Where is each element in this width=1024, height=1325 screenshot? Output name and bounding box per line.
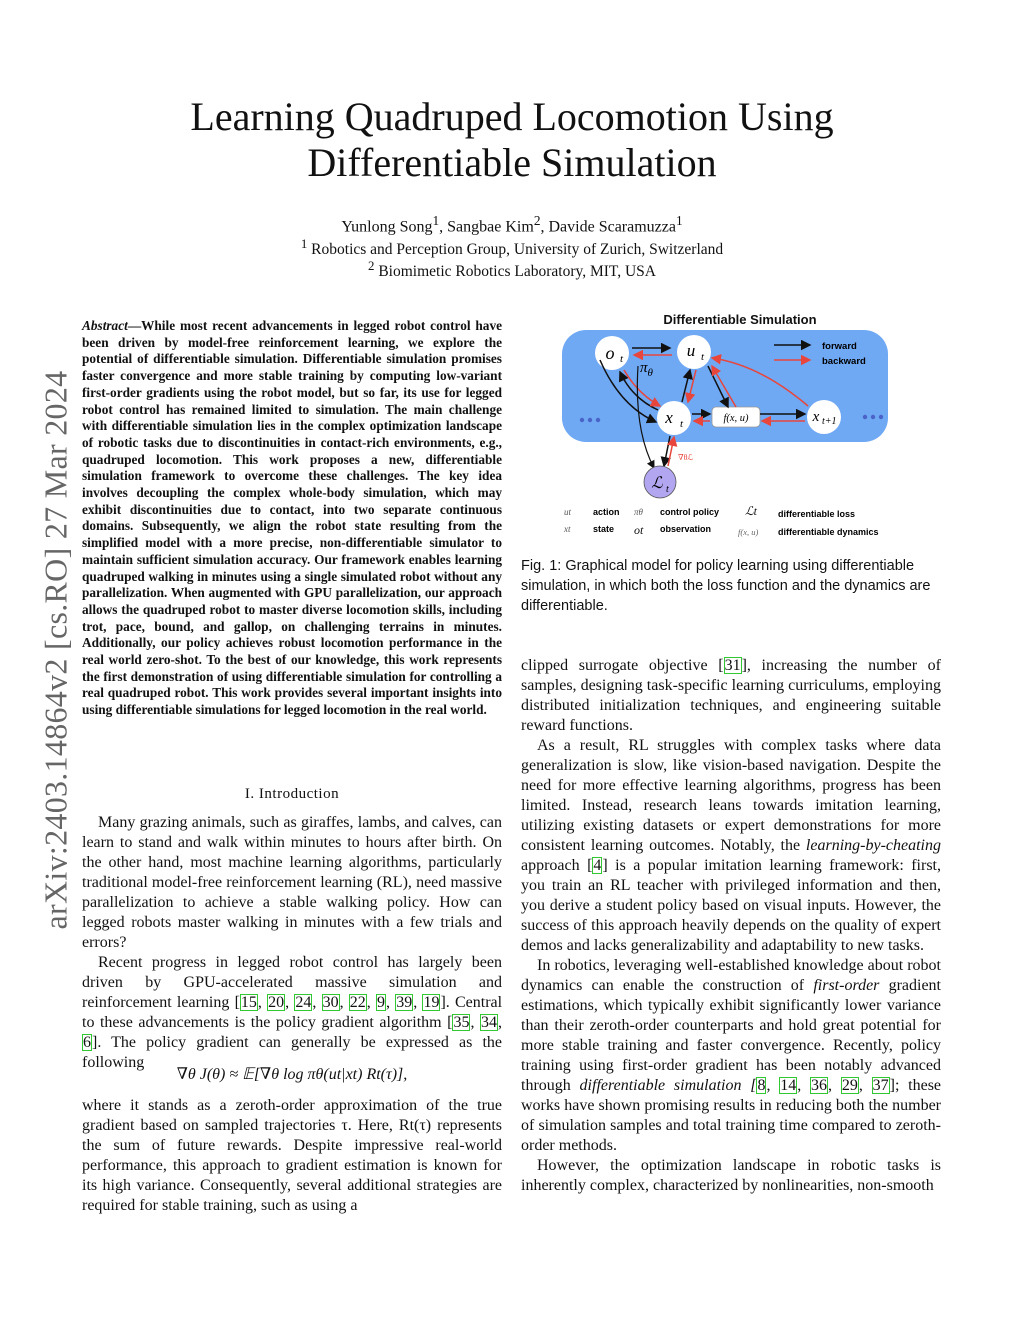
svg-text:t: t bbox=[701, 351, 705, 363]
citation-link[interactable]: 24 bbox=[295, 994, 312, 1011]
intro-left-column-continued bbox=[82, 1096, 502, 1216]
citation-link[interactable]: 19 bbox=[423, 994, 440, 1011]
policy-label: $\pi_\theta$ bbox=[640, 360, 653, 379]
citation-link[interactable]: 4 bbox=[593, 857, 602, 874]
svg-text:u: u bbox=[686, 341, 696, 360]
svg-text:t: t bbox=[620, 353, 624, 365]
paper-title: Learning Quadruped Locomotion Using Differentiable Simulation bbox=[190, 94, 834, 185]
citation-link[interactable]: 36 bbox=[811, 1077, 828, 1094]
figure-1-graphical-model bbox=[560, 310, 900, 545]
svg-text:t: t bbox=[680, 418, 684, 430]
policy-gradient-equation: ∇θ J(θ) ≈ 𝔼[∇θ log πθ(ut|xt) Rt(τ)], bbox=[176, 1066, 408, 1083]
node-observation bbox=[595, 336, 629, 370]
svg-text:ut: ut bbox=[564, 507, 572, 517]
paragraph: clipped surrogate objective [31], increasing the number of samples, designing task-specific learning curriculums, employing distributed initialization techniques, and engineering suitable reward functions. bbox=[521, 657, 942, 734]
citation-link[interactable]: 15 bbox=[240, 994, 257, 1011]
intro-left-column bbox=[82, 813, 502, 1073]
svg-text:o: o bbox=[605, 343, 615, 363]
citation-link[interactable]: 14 bbox=[780, 1077, 797, 1094]
legend-backward: backward bbox=[822, 356, 866, 367]
node-loss bbox=[644, 466, 676, 498]
paragraph: In robotics, leveraging well-established knowledge about robot dynamics can enable the construction of first-order gradient estimations, which typically exhibit significantly lower variance than their zeroth-order counterparts and hold great potential for more stable training and faster convergence. Recently, policy training using first-order gradient has been notably advanced through differentiable simulation [8, 14, 36, 29, 37]; these works have shown promising results in reducing both the number of simulation samples and total training time compared to zeroth-order methods. bbox=[521, 957, 942, 1154]
arxiv-identifier: arXiv:2403.14864v2 [cs.RO] 27 Mar 2024 bbox=[37, 370, 74, 930]
svg-text:state: state bbox=[593, 524, 615, 534]
svg-text:differentiable loss: differentiable loss bbox=[778, 509, 856, 519]
svg-text:ℒt: ℒt bbox=[745, 504, 757, 518]
citation-link[interactable]: 20 bbox=[268, 994, 285, 1011]
paragraph: However, the optimization landscape in robotic tasks is inherently complex, characterized by nonlinearities, non-smooth bbox=[521, 1157, 941, 1194]
svg-text:f(x, u): f(x, u) bbox=[738, 527, 759, 537]
author-list: Yunlong Song$^1$, Sangbae Kim$^2$, Davide Scaramuzza$^1$ bbox=[341, 213, 683, 236]
svg-text:differentiable dynamics: differentiable dynamics bbox=[778, 527, 879, 537]
svg-text:f(x, u): f(x, u) bbox=[723, 413, 749, 424]
paragraph: Many grazing animals, such as giraffes, lambs, and calves, can learn to stand and walk within minutes to hours after birth. On the other hand, most machine learning algorithms, particularly traditional model-free reinforcement learning (RL), need massive parallelization to achieve a stable walking policy. How can legged robots master walking in minutes with a few trials and errors? bbox=[82, 814, 502, 951]
node-state bbox=[657, 401, 691, 435]
citation-link[interactable]: 6 bbox=[83, 1034, 91, 1051]
figure-key bbox=[563, 504, 879, 537]
node-action bbox=[677, 335, 711, 369]
citation-link[interactable]: 9 bbox=[377, 994, 385, 1011]
figure-title: Differentiable Simulation bbox=[663, 312, 817, 327]
affiliation-1: $^1$ Robotics and Perception Group, University of Zurich, Switzerland bbox=[300, 236, 724, 259]
svg-text:ot: ot bbox=[634, 523, 644, 537]
citation-link[interactable]: 34 bbox=[481, 1014, 497, 1031]
citation-link[interactable]: 30 bbox=[322, 994, 339, 1011]
svg-text:t: t bbox=[666, 484, 669, 495]
svg-text:πθ: πθ bbox=[634, 507, 643, 517]
affiliation-2: $^2$ Biomimetic Robotics Laboratory, MIT, USA bbox=[368, 258, 656, 281]
node-next-state bbox=[807, 400, 841, 434]
svg-text:ℒ: ℒ bbox=[651, 475, 663, 492]
citation-link[interactable]: 8 bbox=[757, 1077, 766, 1094]
svg-text:x: x bbox=[812, 409, 820, 425]
paragraph: As a result, RL struggles with complex tasks where data generalization is slow, like vision-based navigation. Despite the need for more effective learning algorithms, progress has been limited. Instead, research leans towards imitation learning, utilizing existing datasets or expert demonstrations for more consistent learning outcomes. Notably, the learning-by-cheating approach [4] is a popular imitation learning framework: first, you train an RL teacher with privileged information and then, you derive a student policy based on visual inputs. However, the success of this approach heavily depends on the quality of expert demos and lacks generalizability and adaptability to new tasks. bbox=[521, 737, 942, 954]
paragraph: where it stands as a zeroth-order approximation of the true gradient based on sampled trajectories τ. Here, Rt(τ) represents the sum of future rewards. Despite impressive real-world performance, this approach to gradient estimation is known for its high variance. Consequently, several additional strategies are required for stable training, such as using a bbox=[82, 1097, 502, 1214]
svg-text:xt: xt bbox=[564, 524, 571, 534]
svg-text:x: x bbox=[665, 408, 673, 427]
gradient-label: ∇θℒ bbox=[678, 453, 694, 462]
citation-link[interactable]: 22 bbox=[349, 994, 366, 1011]
legend-forward: forward bbox=[822, 341, 857, 352]
paragraph: Recent progress in legged robot control has largely been driven by GPU-accelerated massive simulation and reinforcement learning [15, 20, 24, 30, 22, 9, 39, 19]. Central to these advancements is the policy gradient algorithm [35, 34, 6]. The policy gradient can generally be expressed as the following bbox=[82, 954, 503, 1071]
abstract: Abstract—While most recent advancements in legged robot control have been driven by model-free reinforcement learning, we explore the potential of differentiable simulation. Differentiable simulation promises faster convergence and more stable training by computing low-variant first-order gradients using the robot model, but so far, its use for legged robot control has remained limited to simulation. The main challenge with differentiable simulation lies in the complex optimization landscape of robotic tasks due to discontinuities in contact-rich environments, e.g., quadruped locomotion. This work proposes a new, differentiable simulation framework to overcome these challenges. The key idea involves decoupling the complex whole-body simulation, which may exhibit discontinuities due to contact, into two separate continuous domains. Subsequently, we align the robot state resulting from the simplified model with a more precise, non-differentiable simulator to maintain sufficient simulation accuracy. Our framework enables learning quadruped walking in minutes using a single simulated robot without any parallelization. When augmented with GPU parallelization, our approach allows the quadruped robot to master diverse locomotion skills, including trot, pace, bound, and gallop, on challenging terrains in minutes. Additionally, our policy achieves robust locomotion performance in the real world zero-shot. To the best of our knowledge, this work represents the first demonstration of using differentiable simulation for controlling a real quadruped robot. This work provides several important insights into using differentiable simulations for legged locomotion in the real world. bbox=[82, 318, 502, 718]
citation-link[interactable]: 37 bbox=[872, 1077, 889, 1094]
citation-link[interactable]: 39 bbox=[396, 994, 413, 1011]
svg-text:observation: observation bbox=[660, 524, 712, 534]
figure-caption: Fig. 1: Graphical model for policy learning using differentiable simulation, in which both the loss function and the dynamics are differentiable. bbox=[521, 558, 931, 614]
citation-link[interactable]: 35 bbox=[453, 1014, 470, 1031]
citation-link[interactable]: 31 bbox=[724, 657, 741, 674]
svg-text:action: action bbox=[593, 507, 620, 517]
section-heading: I. Introduction bbox=[244, 786, 340, 802]
svg-text:control policy: control policy bbox=[660, 507, 720, 517]
intro-right-column bbox=[521, 656, 941, 1196]
citation-link[interactable]: 29 bbox=[841, 1077, 858, 1094]
svg-text:t+1: t+1 bbox=[822, 416, 837, 427]
